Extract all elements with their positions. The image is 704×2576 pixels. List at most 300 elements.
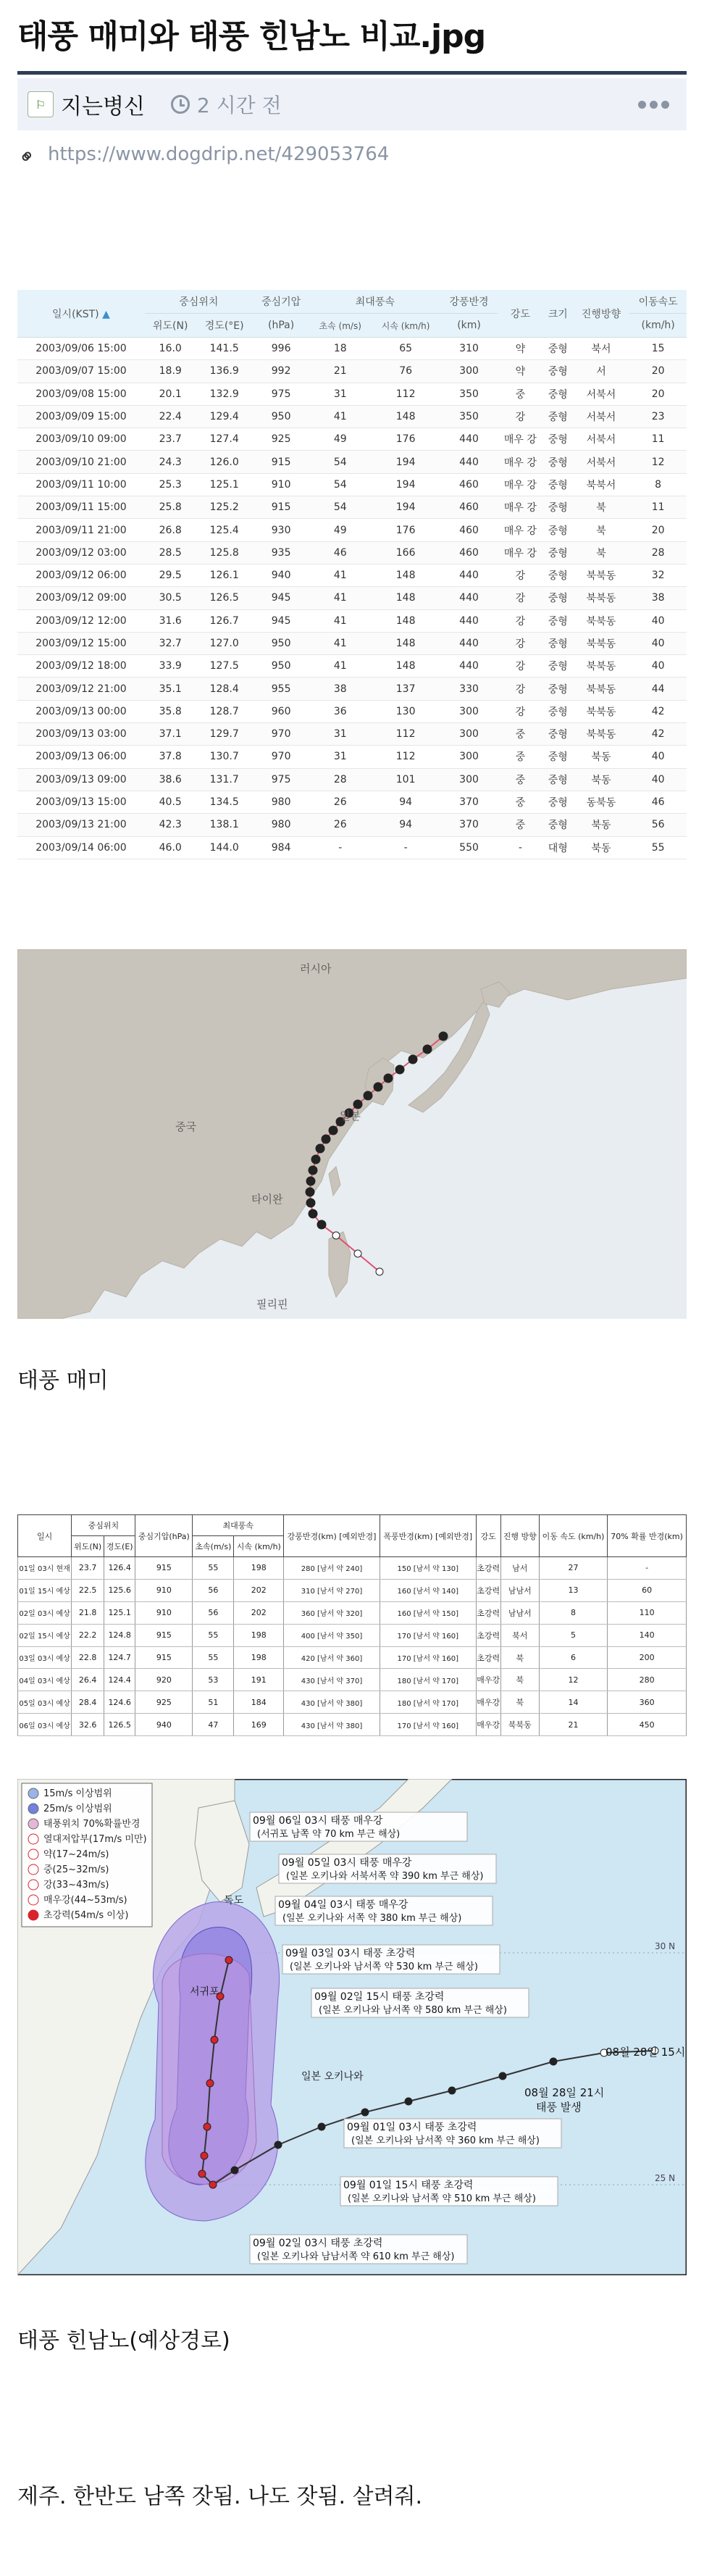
table-cell: 06일 03시 예상	[18, 1714, 72, 1736]
table-cell: 180 [남서 약 170]	[380, 1691, 476, 1714]
table-row	[17, 791, 687, 813]
table-row	[18, 1579, 687, 1601]
table-cell: 46.0	[145, 836, 196, 859]
table-cell: 940	[253, 564, 310, 586]
table-row	[18, 1714, 687, 1736]
table-cell: 북	[573, 496, 630, 519]
table-cell: 약	[498, 338, 543, 360]
map2-track-point	[198, 2170, 206, 2177]
table-cell: 126.7	[196, 609, 253, 632]
table-cell: 북	[500, 1669, 539, 1691]
table-cell: 28	[629, 541, 687, 564]
sort-arrow-icon[interactable]: ▲	[102, 308, 110, 320]
table-cell: 200	[608, 1646, 687, 1669]
table-cell: 40	[629, 609, 687, 632]
table-cell: 2003/09/12 09:00	[17, 587, 145, 609]
col-speed: 이동속도	[629, 290, 687, 314]
caption-maemi: 태풍 매미	[17, 1368, 109, 1393]
more-dots-icon[interactable]	[638, 101, 669, 109]
table-cell: 132.9	[196, 383, 253, 405]
table-cell: 35.8	[145, 700, 196, 722]
table-cell: 125.1	[196, 473, 253, 496]
post-url[interactable]: https://www.dogdrip.net/429053764	[48, 143, 390, 165]
table-cell: 370	[440, 814, 498, 836]
table-cell: 920	[135, 1669, 193, 1691]
table-cell: 440	[440, 609, 498, 632]
table-cell: 2003/09/14 06:00	[17, 836, 145, 859]
table-cell: 23.7	[145, 428, 196, 451]
table-cell: 41	[309, 405, 371, 428]
t2-col-pressure: 중심기압(hPa)	[135, 1515, 193, 1557]
t2-col-speed: 이동 속도 (km/h)	[539, 1515, 607, 1557]
map2-track-point	[499, 2072, 506, 2080]
table-cell: 초강력	[476, 1579, 500, 1601]
table-cell: 300	[440, 360, 498, 383]
table-cell: 2003/09/13 15:00	[17, 791, 145, 813]
map1-track-point	[374, 1083, 382, 1091]
table-cell: 166	[371, 541, 440, 564]
table-cell: 20	[629, 360, 687, 383]
table-cell: 360 [남서 약 320]	[284, 1601, 380, 1624]
table-cell: 강	[498, 700, 543, 722]
col-direction: 진행방향	[573, 290, 630, 338]
map1-track-point	[423, 1045, 432, 1054]
table-cell: 36	[309, 700, 371, 722]
map1-track-point	[395, 1065, 404, 1074]
t2-col-wind-ms: 초속(m/s)	[193, 1536, 234, 1557]
table-cell: 300	[440, 700, 498, 722]
col-size: 크기	[543, 290, 573, 338]
col-pressure-unit: (hPa)	[253, 314, 310, 338]
table-row	[17, 519, 687, 541]
table-cell: 초강력	[476, 1601, 500, 1624]
map2-genesis-line1: 08월 28일 21시	[524, 2086, 605, 2099]
col-datetime[interactable]: 일시(KST) ▲	[17, 290, 145, 338]
map2-track-point	[201, 2152, 208, 2159]
table-row	[18, 1691, 687, 1714]
table-cell: 24.3	[145, 451, 196, 473]
map2-annotation-detail: (일본 오키나와 남서쪽 약 360 km 부근 해상)	[351, 2135, 540, 2146]
table-cell: 56	[193, 1579, 234, 1601]
table-cell: 25.8	[145, 496, 196, 519]
table-cell: 330	[440, 678, 498, 700]
table-cell: 925	[135, 1691, 193, 1714]
table-cell: -	[498, 836, 543, 859]
table-cell: 127.5	[196, 655, 253, 678]
table-cell: 910	[135, 1601, 193, 1624]
table-cell: 매우강	[476, 1691, 500, 1714]
table-cell: 대형	[543, 836, 573, 859]
map1-track-point	[316, 1144, 324, 1153]
map2-label-seogwipo: 서귀포	[190, 1986, 219, 1998]
map2-legend-label: 약(17~24m/s)	[43, 1849, 109, 1860]
table-cell: 매우 강	[498, 428, 543, 451]
table-cell: 400 [남서 약 350]	[284, 1624, 380, 1646]
table-cell: 360	[608, 1691, 687, 1714]
map2-track-point	[405, 2098, 412, 2105]
table-cell: 북북동	[573, 655, 630, 678]
author-name[interactable]: 지는병신	[61, 94, 145, 120]
table-cell: 북	[500, 1691, 539, 1714]
table-cell: 42	[629, 700, 687, 722]
table-row	[17, 723, 687, 746]
table-row	[17, 496, 687, 519]
table-cell: 2003/09/12 12:00	[17, 609, 145, 632]
table-cell: 126.1	[196, 564, 253, 586]
map1-track-point	[408, 1055, 417, 1064]
t2-col-lat: 위도(N)	[72, 1536, 104, 1557]
table-cell: 176	[371, 428, 440, 451]
table-cell: 북동	[573, 814, 630, 836]
table-cell: 191	[234, 1669, 284, 1691]
table-cell: 94	[371, 814, 440, 836]
table-cell: 중형	[543, 541, 573, 564]
table-cell: 동북동	[573, 791, 630, 813]
t2-col-intensity: 강도	[476, 1515, 500, 1557]
table-cell: 430 [남서 약 380]	[284, 1691, 380, 1714]
map2-track-point	[275, 2141, 282, 2148]
table-cell: 310	[440, 338, 498, 360]
table-cell: 중형	[543, 791, 573, 813]
table-cell: 150 [남서 약 130]	[380, 1557, 476, 1580]
table-cell: 910	[253, 473, 310, 496]
maemi-track-map	[17, 949, 687, 1319]
map2-track-point	[209, 2181, 217, 2188]
map2-label-dokdo: 독도	[224, 1895, 244, 1906]
table-cell: 13	[539, 1579, 607, 1601]
table-cell: 60	[608, 1579, 687, 1601]
map2-annotation-title: 09월 05일 03시 태풍 매우강	[282, 1857, 412, 1869]
table-cell: 915	[253, 496, 310, 519]
map1-track-point	[329, 1126, 338, 1135]
col-lon: 경도(°E)	[196, 314, 253, 338]
table-cell: 북북서	[573, 473, 630, 496]
table-cell: 125.8	[196, 541, 253, 564]
table-cell: 56	[629, 814, 687, 836]
table-cell: 128.7	[196, 700, 253, 722]
table-cell: 2003/09/09 15:00	[17, 405, 145, 428]
map2-legend-swatch	[28, 1864, 38, 1875]
table-cell: 2003/09/12 03:00	[17, 541, 145, 564]
table-cell: 130	[371, 700, 440, 722]
map1-label-china: 중국	[175, 1120, 196, 1133]
table-cell: 440	[440, 655, 498, 678]
table-cell: 31.6	[145, 609, 196, 632]
table-cell: 202	[234, 1601, 284, 1624]
table-cell: 112	[371, 746, 440, 768]
table-cell: 945	[253, 609, 310, 632]
map1-track-point	[332, 1232, 340, 1239]
table-cell: 980	[253, 791, 310, 813]
map1-label-russia: 러시아	[300, 962, 332, 975]
table-cell: 38	[309, 678, 371, 700]
table-cell: 56	[193, 1601, 234, 1624]
table-cell: 31	[309, 723, 371, 746]
map1-label-japan: 일본	[340, 1109, 361, 1122]
col-radius: 강풍반경	[440, 290, 498, 314]
table-cell: 강	[498, 587, 543, 609]
map1-track-point	[306, 1177, 315, 1185]
table-cell: 925	[253, 428, 310, 451]
table-cell: 초강력	[476, 1646, 500, 1669]
col-wind-kmh: 시속 (km/h)	[371, 314, 440, 338]
table-row	[18, 1557, 687, 1580]
table-cell: 194	[371, 451, 440, 473]
map2-legend-swatch	[28, 1804, 38, 1814]
table-cell: 138.1	[196, 814, 253, 836]
table-cell: 41	[309, 564, 371, 586]
table-cell: 중형	[543, 496, 573, 519]
map2-legend-swatch	[28, 1880, 38, 1890]
map2-legend-label: 25m/s 이상범위	[43, 1804, 112, 1814]
table-cell: 중형	[543, 609, 573, 632]
table-cell: 198	[234, 1646, 284, 1669]
map2-legend-swatch	[28, 1834, 38, 1844]
table-cell: 280	[608, 1669, 687, 1691]
table-cell: 2003/09/10 21:00	[17, 451, 145, 473]
table-row	[17, 383, 687, 405]
table-cell: 28	[309, 768, 371, 791]
table-cell: 992	[253, 360, 310, 383]
table-cell: 202	[234, 1579, 284, 1601]
map1-track-point	[354, 1250, 361, 1257]
map1-track-point	[311, 1155, 320, 1164]
table-cell: 280 [남서 약 240]	[284, 1557, 380, 1580]
table-cell: 매우 강	[498, 541, 543, 564]
table-cell: 중형	[543, 723, 573, 746]
table-row	[17, 338, 687, 360]
table-cell: -	[371, 836, 440, 859]
table-cell: 42.3	[145, 814, 196, 836]
t2-col-time: 일시	[18, 1515, 72, 1557]
table-cell: 170 [남서 약 160]	[380, 1624, 476, 1646]
table-cell: 440	[440, 587, 498, 609]
hinnamnor-forecast-table	[17, 1514, 687, 1736]
table-cell: 북서	[500, 1624, 539, 1646]
map2-legend-swatch	[28, 1910, 38, 1920]
table-cell: 서북서	[573, 428, 630, 451]
table-cell: 서북서	[573, 405, 630, 428]
table-cell: 41	[309, 609, 371, 632]
table-row	[17, 678, 687, 700]
table-cell: 460	[440, 541, 498, 564]
table-cell: 915	[253, 451, 310, 473]
table-row	[17, 564, 687, 586]
table-cell: 194	[371, 496, 440, 519]
table-cell: 184	[234, 1691, 284, 1714]
table-cell: 강	[498, 564, 543, 586]
table-row	[18, 1646, 687, 1669]
map2-legend-label: 매우강(44~53m/s)	[43, 1895, 127, 1906]
table-cell: -	[608, 1557, 687, 1580]
table-cell: 53	[193, 1669, 234, 1691]
table-cell: 127.4	[196, 428, 253, 451]
table-cell: 130.7	[196, 746, 253, 768]
map2-track-point	[318, 2123, 325, 2130]
table-cell: 126.4	[104, 1557, 135, 1580]
map2-annotation-title: 09월 02일 03시 태풍 초강력	[253, 2238, 383, 2249]
table-cell: 550	[440, 836, 498, 859]
col-wind-ms: 초속 (m/s)	[309, 314, 371, 338]
post-link-row	[12, 142, 390, 172]
t2-col-center: 중심위치	[72, 1515, 135, 1536]
table-cell: 02일 03시 예상	[18, 1601, 72, 1624]
level-badge-icon: ⚐	[28, 91, 54, 117]
table-cell: 65	[371, 338, 440, 360]
table-cell: 148	[371, 655, 440, 678]
table-cell: 중형	[543, 700, 573, 722]
table-cell: 22.5	[72, 1579, 104, 1601]
table-cell: 중형	[543, 678, 573, 700]
map2-legend-label: 강(33~43m/s)	[43, 1880, 109, 1891]
table-cell: 148	[371, 405, 440, 428]
table-cell: 141.5	[196, 338, 253, 360]
table-row	[17, 473, 687, 496]
table-cell: 55	[193, 1557, 234, 1580]
table-cell: 33.9	[145, 655, 196, 678]
table-cell: 46	[309, 541, 371, 564]
table-cell: 54	[309, 451, 371, 473]
table-cell: 55	[629, 836, 687, 859]
table-cell: 40	[629, 768, 687, 791]
table-cell: 03일 03시 예상	[18, 1646, 72, 1669]
post-title: 태풍 매미와 태풍 힌남노 비교.jpg	[17, 18, 486, 55]
table-cell: 440	[440, 428, 498, 451]
table-cell: 20	[629, 383, 687, 405]
table-cell: 05일 03시 예상	[18, 1691, 72, 1714]
table-cell: 중형	[543, 814, 573, 836]
map2-annotation-title: 09월 04일 03시 태풍 매우강	[278, 1899, 408, 1911]
table-cell: 18.9	[145, 360, 196, 383]
map2-annotation-detail: (일본 오키나와 서북서쪽 약 390 km 부근 해상)	[286, 1871, 484, 1882]
table-cell: 169	[234, 1714, 284, 1736]
table-cell: 450	[608, 1714, 687, 1736]
table-cell: 북북동	[573, 587, 630, 609]
table-cell: 94	[371, 791, 440, 813]
table-cell: 26	[309, 791, 371, 813]
table-cell: 430 [남서 약 380]	[284, 1714, 380, 1736]
map1-track-point	[306, 1188, 314, 1196]
table-cell: 970	[253, 746, 310, 768]
table-cell: 14	[539, 1691, 607, 1714]
table-cell: 194	[371, 473, 440, 496]
table-cell: 남남서	[500, 1579, 539, 1601]
table-cell: 약	[498, 360, 543, 383]
table-cell: 35.1	[145, 678, 196, 700]
map2-annotation-detail: (일본 오키나와 남서쪽 약 530 km 부근 해상)	[290, 1962, 478, 1972]
t2-col-direction: 진행 방향	[500, 1515, 539, 1557]
table-cell: 975	[253, 768, 310, 791]
table-cell: 2003/09/10 09:00	[17, 428, 145, 451]
table-cell: 460	[440, 519, 498, 541]
t2-col-lon: 경도(E)	[104, 1536, 135, 1557]
map2-lat-label-30: 30 N	[655, 1941, 676, 1951]
table-cell: 112	[371, 723, 440, 746]
table-cell: 55	[193, 1646, 234, 1669]
table-cell: 26	[309, 814, 371, 836]
map2-legend-swatch	[28, 1788, 38, 1798]
table-cell: 23.7	[72, 1557, 104, 1580]
table-row	[17, 814, 687, 836]
table-cell: 중형	[543, 405, 573, 428]
table-cell: 126.5	[104, 1714, 135, 1736]
map2-annotation-title: 09월 02일 15시 태풍 초강력	[314, 1991, 445, 2003]
t2-col-wind-kmh: 시속 (km/h)	[234, 1536, 284, 1557]
table-cell: 북동	[573, 768, 630, 791]
table-cell: -	[309, 836, 371, 859]
table-cell: 남서	[500, 1557, 539, 1580]
table-cell: 38.6	[145, 768, 196, 791]
table-cell: 101	[371, 768, 440, 791]
table-cell: 960	[253, 700, 310, 722]
table-cell: 매우강	[476, 1669, 500, 1691]
table-cell: 148	[371, 587, 440, 609]
table-row	[17, 360, 687, 383]
table-cell: 180 [남서 약 170]	[380, 1669, 476, 1691]
table-cell: 430 [남서 약 370]	[284, 1669, 380, 1691]
table-cell: 중형	[543, 451, 573, 473]
table-cell: 01일 15시 예상	[18, 1579, 72, 1601]
t2-col-gale: 강풍반경(km) [예외반경]	[284, 1515, 380, 1557]
table-cell: 2003/09/12 18:00	[17, 655, 145, 678]
table-row	[17, 632, 687, 654]
table-cell: 중형	[543, 655, 573, 678]
map2-legend-label: 열대저압부(17m/s 미만)	[43, 1834, 147, 1845]
map2-track-point	[231, 2167, 238, 2174]
table-cell: 984	[253, 836, 310, 859]
table-cell: 2003/09/13 00:00	[17, 700, 145, 722]
table-cell: 980	[253, 814, 310, 836]
table-cell: 915	[135, 1646, 193, 1669]
table-cell: 8	[539, 1601, 607, 1624]
table-row	[17, 428, 687, 451]
author-bar	[17, 78, 687, 130]
table-cell: 중형	[543, 746, 573, 768]
table-cell: 124.8	[104, 1624, 135, 1646]
table-cell: 28.5	[145, 541, 196, 564]
table-cell: 북동	[573, 836, 630, 859]
table-cell: 12	[539, 1669, 607, 1691]
map2-track-point	[206, 2080, 214, 2087]
table-cell: 996	[253, 338, 310, 360]
table-cell: 31	[309, 383, 371, 405]
map2-legend-label: 15m/s 이상범위	[43, 1788, 112, 1799]
map2-annotation-detail: (일본 오키나와 남서쪽 약 510 km 부근 해상)	[348, 2193, 536, 2204]
table-cell: 42	[629, 723, 687, 746]
table-cell: 북북동	[573, 632, 630, 654]
table-cell: 176	[371, 519, 440, 541]
map1-label-philippines: 필리핀	[256, 1298, 288, 1311]
table-cell: 중형	[543, 768, 573, 791]
table-cell: 매우강	[476, 1714, 500, 1736]
table-cell: 440	[440, 564, 498, 586]
table-cell: 144.0	[196, 836, 253, 859]
table-cell: 131.7	[196, 768, 253, 791]
table-cell: 5	[539, 1624, 607, 1646]
table-cell: 54	[309, 496, 371, 519]
table-cell: 32.7	[145, 632, 196, 654]
table-cell: 2003/09/12 21:00	[17, 678, 145, 700]
table-cell: 매우 강	[498, 519, 543, 541]
table-cell: 중형	[543, 360, 573, 383]
table-row	[17, 768, 687, 791]
col-wind: 최대풍속	[309, 290, 440, 314]
table-cell: 21	[309, 360, 371, 383]
table-cell: 강	[498, 632, 543, 654]
table-cell: 북북동	[573, 564, 630, 586]
table-cell: 51	[193, 1691, 234, 1714]
table-cell: 29.5	[145, 564, 196, 586]
